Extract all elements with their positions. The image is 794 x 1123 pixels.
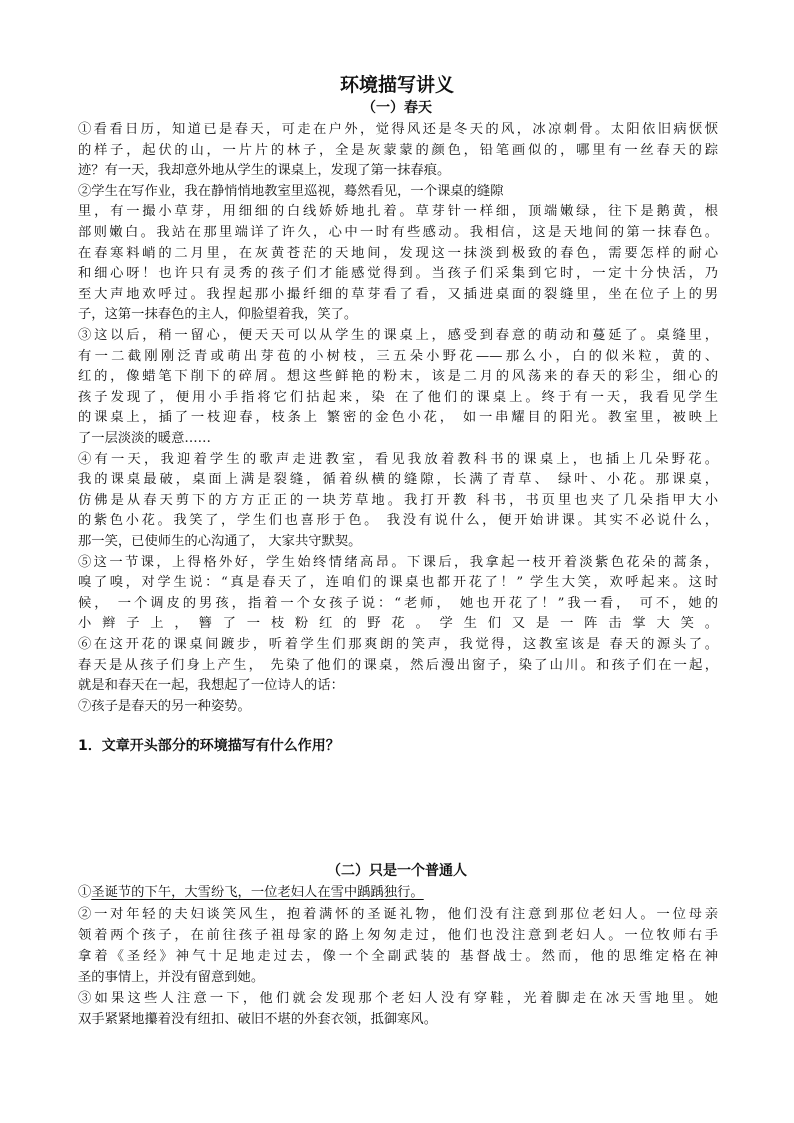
text-line: 和细心呀！也许只有灵秀的孩子们才能感觉得到。当孩子们采集到它时，一定十分快活，乃 bbox=[78, 266, 718, 282]
text-line: 仿佛是从春天剪下的方方正正的一块芳草地。我打开教 科书，书页里也夹了几朵指甲大小 bbox=[78, 492, 718, 508]
text-line: 的紫色小花。我笑了，学生们也喜形于色。 我没有说什么，便开始讲课。其实不必说什么， bbox=[78, 513, 718, 529]
section-2-first-line bbox=[78, 882, 718, 903]
text-line: ①看看日历，知道已是春天，可走在户外，觉得风还是冬天的风，冰凉刺骨。太阳依旧病恹恹 bbox=[78, 122, 718, 137]
text-line: 我的课桌最破，桌面上满是裂缝，循着纵横的缝隙，长满了青草、 绿叶、小花。那课桌， bbox=[78, 472, 718, 488]
text-line: 部则嫩白。我站在那里端详了许久，心中一时有些感动。我相信，这是天地间的第一抹春色。 bbox=[78, 225, 718, 240]
text-line: 就是和春天在一起，我想起了一位诗人的话： bbox=[78, 678, 344, 694]
text-line: ⑤这一节课，上得格外好，学生始终情绪高昂。下课后，我拿起一枝开着淡紫色花朵的蒿条， bbox=[78, 554, 718, 570]
text-line: ④有一天，我迎着学生的歌声走进教室，看见我放着教科书的课桌上，也插上几朵野花。 bbox=[78, 451, 718, 467]
text-line: ②一对年轻的夫妇谈笑风生，抱着满怀的圣诞礼物，他们没有注意到那位老妇人。一位母亲 bbox=[78, 907, 718, 922]
section-2-heading: （二）只是一个普通人 bbox=[327, 863, 467, 879]
text-line: 小辫子上，簪了一枝粉红的野花。学生们又是一阵击掌大笑。 bbox=[78, 616, 718, 632]
text-line: 春天是从孩子们身上产生， 先染了他们的课桌，然后漫出窗子，染了山川。和孩子们在一起， bbox=[78, 657, 718, 673]
text-line: ⑦孩子是春天的另一种姿势。 bbox=[78, 698, 251, 714]
text-line: ②学生在写作业，我在静悄悄地教室里巡视，蓦然看见，一个课桌的缝隙 bbox=[78, 183, 504, 199]
text-line: ③这以后，稍一留心，便天天可以从学生的课桌上，感受到春意的萌动和蔓延了。桌缝里， bbox=[78, 328, 718, 343]
text-line: 拿着《圣经》神气十足地走过去，像一个全副武装的 基督战士。然而，他的思维定格在神 bbox=[78, 949, 718, 964]
text-line: 迹？有一天，我却意外地从学生的课桌上，发现了第一抹春痕。 bbox=[78, 163, 451, 179]
section-1-heading: （一）春天 bbox=[362, 100, 432, 116]
text-line: ③如果这些人注意一下，他们就会发现那个老妇人没有穿鞋，光着脚走在冰天雪地里。她 bbox=[78, 991, 718, 1006]
text-line: 子，这第一抹春色的主人，仰脸望着我，笑了。 bbox=[78, 307, 358, 323]
text-line: 嗅了嗅，对学生说：“真是春天了，连咱们的课桌也都开花了！” 学生大笑，欢呼起来。这时 bbox=[78, 575, 718, 591]
question-1: 1．文章开头部分的环境描写有什么作用？ bbox=[78, 738, 340, 754]
text-line: 了一层淡淡的暖意…… bbox=[78, 431, 211, 446]
text-line: 候， 一个调皮的男孩，指着一个女孩子说：“老师， 她也开花了！”我一看， 可不，她的 bbox=[78, 595, 718, 611]
text-line: 的课桌上，插了一枝迎春，枝条上 繁密的金色小花， 如一串耀目的阳光。教室里，被映上 bbox=[78, 410, 718, 426]
text-line: 的样子，起伏的山，一片片的林子，全是灰蒙蒙的颜色，铅笔画似的，哪里有一丝春天的踪 bbox=[78, 142, 718, 158]
underlined-sentence: 圣诞节的下午，大雪纷飞，一位老妇人在雪中踽踽独行。 bbox=[91, 885, 424, 900]
document-title: 环境描写讲义 bbox=[339, 74, 454, 96]
text-line: 领着两个孩子，在前往孩子祖母家的路上匆匆走过，他们也没注意到老妇人。一位牧师右手 bbox=[78, 928, 718, 943]
text-line: 那一笑，已使师生的心沟通了， 大家共守默契。 bbox=[78, 534, 362, 549]
paragraph-marker: ① bbox=[78, 885, 92, 900]
text-line: 孩子发现了，便用小手指将它们拈起来，染 在了他们的课桌上。终于有一天，我看见学生 bbox=[78, 389, 718, 405]
text-line: 至大声地欢呼过。我捏起那小撮纤细的草芽看了看，又插进桌面的裂缝里，坐在位子上的男 bbox=[78, 286, 718, 302]
text-line: 在春寒料峭的二月里，在灰黄苍茫的天地间，发现这一抹淡到极致的春色，需要怎样的耐心 bbox=[78, 245, 718, 261]
text-line: ⑥在这开花的课桌间踱步，听着学生们那爽朗的笑声，我觉得，这教室该是 春天的源头了。 bbox=[78, 637, 718, 652]
text-line: 红的，像蜡笔下削下的碎屑。想这些鲜艳的粉末，该是二月的风荡来的春天的彩尘，细心的 bbox=[78, 369, 718, 385]
text-line: 里，有一撮小草芽，用细细的白线娇娇地扎着。草芽针一样细，顶端嫩绿，往下是鹅黄，根 bbox=[78, 204, 718, 220]
text-line: 有一二截刚刚泛青或萌出芽苞的小树枝，三五朵小野花——那么小，白的似米粒，黄的、 bbox=[78, 348, 718, 364]
text-line: 双手紧紧地攥着没有纽扣、破旧不堪的外套衣领，抵御寒风。 bbox=[78, 1012, 438, 1027]
text-line: 圣的事情上，并没有留意到她。 bbox=[78, 970, 265, 985]
